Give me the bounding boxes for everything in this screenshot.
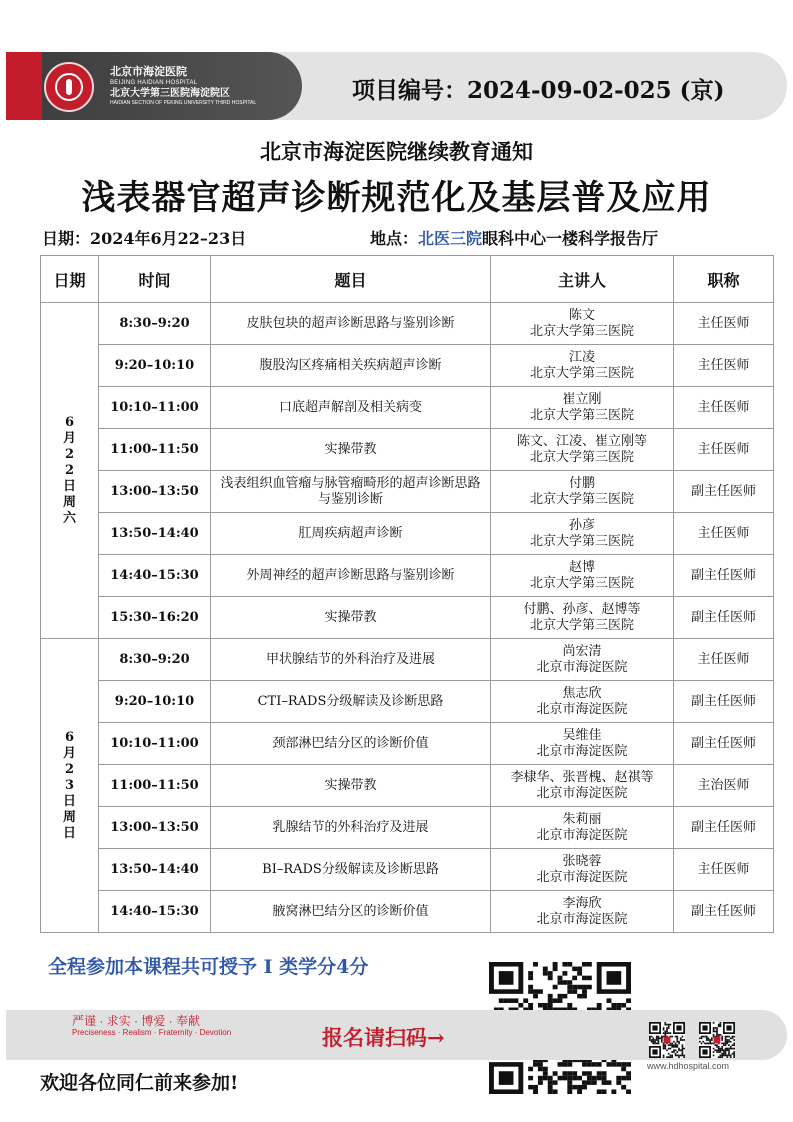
speaker-org: 北京市海淀医院 [536,827,628,843]
topic-cell: CTI–RADS分级解读及诊断思路 [211,681,491,723]
topic-cell: BI–RADS分级解读及诊断思路 [211,849,491,891]
speaker-cell [491,639,674,681]
table-row [41,891,774,933]
speaker-org: 北京市海淀医院 [536,659,628,675]
topic-cell: 皮肤包块的超声诊断思路与鉴别诊断 [211,303,491,345]
speaker-cell [491,471,674,513]
topic-cell: 颈部淋巴结分区的诊断价值 [211,723,491,765]
table-row [41,471,774,513]
time-cell: 14:40–15:30 [99,555,211,597]
table-row [41,681,774,723]
motto-cn: 严谨 · 求实 · 博爱 · 奉献 [72,1014,200,1028]
speaker-cell [491,303,674,345]
speaker-name: 付鹏、孙彦、赵博等 [523,601,641,617]
rank-cell: 主任医师 [674,849,774,891]
time-cell: 13:50–14:40 [99,849,211,891]
topic-cell: 肛周疾病超声诊断 [211,513,491,555]
notice-title: 北京市海淀医院继续教育通知 [260,139,533,164]
speaker-name: 陈文、江凌、崔立刚等 [516,433,647,449]
speaker-cell [491,555,674,597]
speaker-cell [491,723,674,765]
rank-cell: 主任医师 [674,513,774,555]
topic-cell: 腹股沟区疼痛相关疾病超声诊断 [211,345,491,387]
place-rest: 眼科中心一楼科学报告厅 [482,229,659,248]
time-cell: 10:10–11:00 [99,387,211,429]
table-row [41,303,774,345]
speaker-name: 吴维佳 [562,727,602,743]
hospital-name-block [110,66,256,107]
motto-en: Preciseness · Realism · Fraternity · Devotion [72,1028,232,1037]
place-highlight: 北医三院 [418,229,483,248]
rank-cell: 副主任医师 [674,807,774,849]
time-cell: 13:50–14:40 [99,513,211,555]
credit-text: 全程参加本课程共可授予 I 类学分4分 [48,956,369,978]
col-header-rank: 职称 [674,256,774,303]
speaker-org: 北京大学第三医院 [529,491,634,507]
rank-cell: 主治医师 [674,765,774,807]
table-row [41,765,774,807]
time-cell: 14:40–15:30 [99,891,211,933]
welcome-text: 欢迎各位同仁前来参加! [40,1072,239,1094]
time-cell: 13:00–13:50 [99,807,211,849]
table-row [41,597,774,639]
day-char: 3 [64,777,75,793]
speaker-name: 张晓蓉 [562,853,602,869]
speaker-cell [491,345,674,387]
rank-cell: 主任医师 [674,639,774,681]
table-row [41,807,774,849]
table-row [41,387,774,429]
speaker-cell [491,387,674,429]
topic-cell: 口底超声解剖及相关病变 [211,387,491,429]
speaker-cell [491,891,674,933]
day-char: 日 [63,478,77,494]
place-label: 地点： [370,229,419,248]
speaker-name: 焦志欣 [562,685,602,701]
day-char: 六 [63,510,77,526]
speaker-name: 付鹏 [568,475,595,491]
speaker-name: 尚宏清 [562,643,602,659]
time-cell: 9:20–10:10 [99,345,211,387]
speaker-name: 朱莉丽 [562,811,602,827]
hospital-name-cn: 北京市海淀医院 [110,66,187,78]
table-row [41,723,774,765]
time-cell: 9:20–10:10 [99,681,211,723]
speaker-cell [491,849,674,891]
rank-cell: 副主任医师 [674,597,774,639]
hospital-logo-icon [44,62,94,112]
project-number: 项目编号：2024-09-02-025 (京) [352,77,725,104]
time-cell: 11:00–11:50 [99,429,211,471]
day-cell [41,303,99,639]
speaker-org: 北京大学第三医院 [529,617,634,633]
speaker-name: 陈文 [568,307,595,323]
speaker-cell [491,597,674,639]
time-cell: 8:30–9:20 [99,639,211,681]
table-row [41,513,774,555]
speaker-name: 李海欣 [562,895,602,911]
table-row [41,429,774,471]
speaker-org: 北京大学第三医院 [529,449,634,465]
topic-cell: 实操带教 [211,765,491,807]
day-char: 2 [64,462,75,478]
speaker-name: 崔立刚 [562,391,602,407]
table-row [41,849,774,891]
time-cell: 13:00–13:50 [99,471,211,513]
day-char: 周 [63,494,77,510]
time-cell: 10:10–11:00 [99,723,211,765]
speaker-name: 江凌 [568,349,595,365]
schedule-table [40,255,774,933]
speaker-cell [491,429,674,471]
speaker-org: 北京大学第三医院 [529,533,634,549]
hospital-name-en2: HAIDIAN SECTION OF PEKING UNIVERSITY THIRD HOSPITAL [110,100,257,106]
time-cell: 8:30–9:20 [99,303,211,345]
speaker-cell [491,681,674,723]
rank-cell: 主任医师 [674,429,774,471]
event-place [370,226,658,249]
topic-cell: 浅表组织血管瘤与脉管瘤畸形的超声诊断思路与鉴别诊断 [211,471,491,513]
page-title: 浅表器官超声诊断规范化及基层普及应用 [81,178,712,218]
table-row [41,555,774,597]
col-header-date: 日期 [41,256,99,303]
day-char: 2 [64,446,75,462]
day-char: 日 [63,825,77,841]
col-header-topic: 题目 [211,256,491,303]
rank-cell: 主任医师 [674,387,774,429]
table-row [41,639,774,681]
speaker-org: 北京市海淀医院 [536,785,628,801]
rank-cell: 副主任医师 [674,555,774,597]
speaker-name: 赵博 [568,559,595,575]
speaker-org: 北京大学第三医院 [529,575,634,591]
schedule-body [41,303,774,933]
speaker-cell [491,765,674,807]
wechat-qr-code[interactable] [649,1022,685,1058]
speaker-org: 北京市海淀医院 [536,701,628,717]
topic-cell: 外周神经的超声诊断思路与鉴别诊断 [211,555,491,597]
rank-cell: 副主任医师 [674,723,774,765]
speaker-cell [491,807,674,849]
scan-prompt: 报名请扫码→ [322,1025,445,1050]
topic-cell: 腋窝淋巴结分区的诊断价值 [211,891,491,933]
hospital-name-cn2: 北京大学第三医院海淀院区 [110,88,230,99]
topic-cell: 乳腺结节的外科治疗及进展 [211,807,491,849]
table-header-row [41,256,774,303]
day-char: 日 [63,793,77,809]
day-char: 6 [64,729,75,745]
time-cell: 15:30–16:20 [99,597,211,639]
rank-cell: 副主任医师 [674,471,774,513]
col-header-time: 时间 [99,256,211,303]
rank-cell: 副主任医师 [674,891,774,933]
rank-cell: 副主任医师 [674,681,774,723]
speaker-org: 北京市海淀医院 [536,869,628,885]
speaker-name: 孙彦 [568,517,595,533]
speaker-org: 北京大学第三医院 [529,365,634,381]
topic-cell: 实操带教 [211,597,491,639]
table-row [41,345,774,387]
speaker-org: 北京大学第三医院 [529,323,634,339]
speaker-cell [491,513,674,555]
website-link[interactable]: www.hdhospital.com [647,1061,730,1071]
day-char: 6 [64,414,75,430]
topic-cell: 甲状腺结节的外科治疗及进展 [211,639,491,681]
speaker-org: 北京大学第三医院 [529,407,634,423]
day-char: 月 [63,430,77,446]
col-header-speaker: 主讲人 [491,256,674,303]
rank-cell: 主任医师 [674,303,774,345]
app-qr-code[interactable] [699,1022,735,1058]
topic-cell: 实操带教 [211,429,491,471]
time-cell: 11:00–11:50 [99,765,211,807]
day-char: 周 [63,809,77,825]
speaker-name: 李棣华、张晋槐、赵祺等 [510,769,654,785]
hospital-name-en: BEIJING HAIDIAN HOSPITAL [110,80,198,86]
day-cell [41,639,99,933]
day-char: 2 [64,761,75,777]
day-char: 月 [63,745,77,761]
speaker-org: 北京市海淀医院 [536,743,628,759]
event-date: 日期：2024年6月22–23日 [42,229,247,248]
rank-cell: 主任医师 [674,345,774,387]
speaker-org: 北京市海淀医院 [536,911,628,927]
